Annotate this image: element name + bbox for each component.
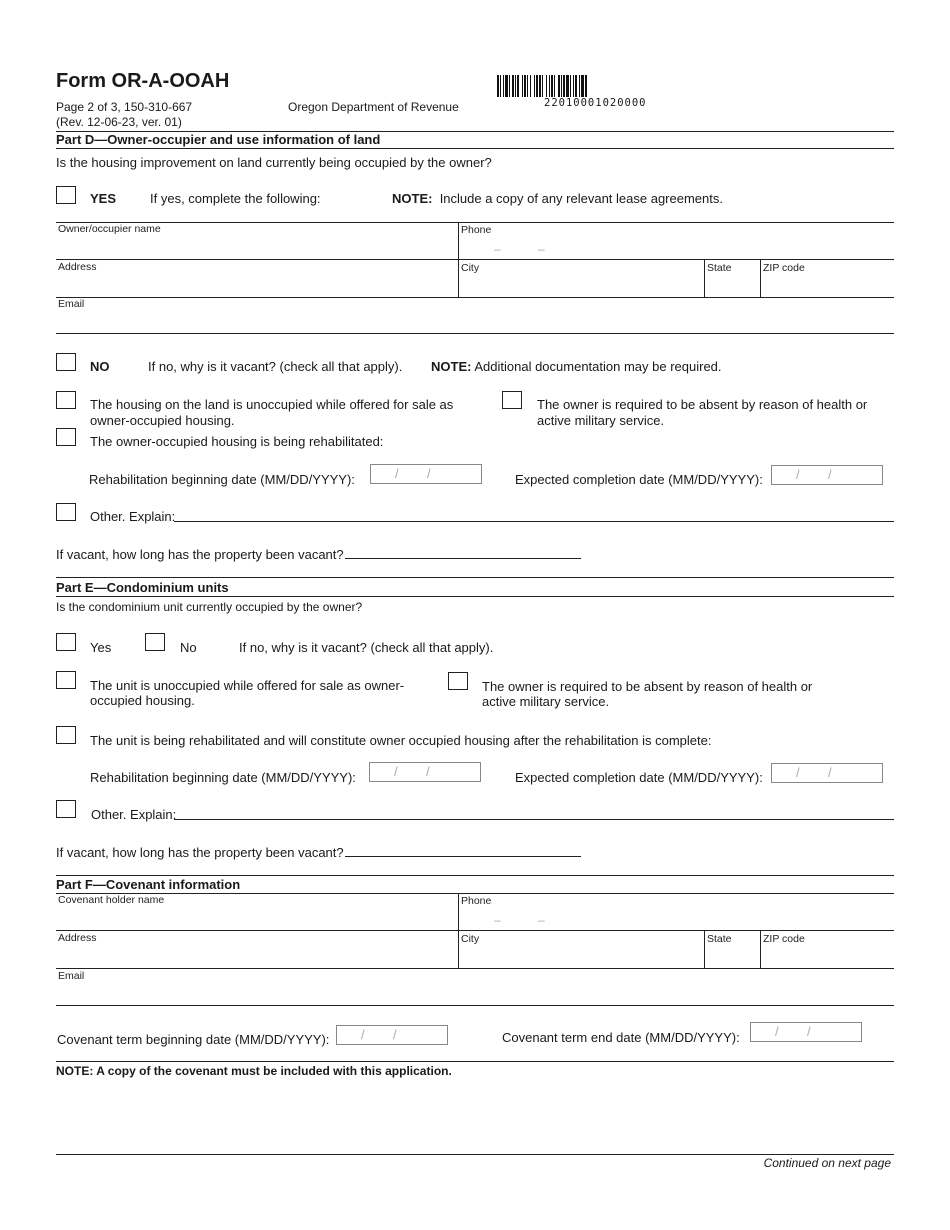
part-d-rehab-end-date[interactable] (771, 465, 883, 485)
part-e-question: Is the condominium unit currently occupied by the owner? (56, 600, 363, 614)
cov-grid-mid (56, 930, 894, 931)
part-e-heading: Part E—Condominium units (56, 580, 229, 595)
barcode-bar (512, 75, 514, 97)
barcode-bar (585, 75, 587, 97)
part-e-sale-text-2: occupied housing. (90, 693, 195, 708)
owner-grid-mid (56, 259, 894, 260)
part-f-heading: Part F—Covenant information (56, 877, 241, 892)
date-sep: / (807, 1024, 811, 1039)
owner-grid-top (56, 222, 894, 223)
owner-zip-field[interactable]: ZIP code (763, 262, 805, 274)
cov-zip-divider (760, 930, 761, 968)
covenant-note: NOTE: A copy of the covenant must be included with this application. (56, 1064, 452, 1078)
part-d-rehab-begin-label: Rehabilitation beginning date (MM/DD/YYYY): (89, 472, 355, 487)
date-sep: / (427, 466, 431, 481)
revision: (Rev. 12-06-23, ver. 01) (56, 115, 182, 129)
part-e-other-line[interactable] (174, 819, 894, 820)
cov-grid-top (56, 893, 894, 894)
part-d-sale-checkbox[interactable] (56, 391, 76, 409)
part-d-rehab-begin-date[interactable] (370, 464, 482, 484)
part-d-heading: Part D—Owner-occupier and use information of land (56, 132, 381, 147)
part-e-vacant-line[interactable] (345, 856, 581, 857)
barcode-bar (527, 75, 528, 97)
owner-zip-divider (760, 259, 761, 297)
cov-grid-divider (458, 893, 459, 968)
covenant-zip-field[interactable]: ZIP code (763, 933, 805, 945)
part-e-yes-label: Yes (90, 640, 112, 655)
part-e-rehab-checkbox[interactable] (56, 726, 76, 744)
barcode-bar (517, 75, 519, 97)
part-e-sale-text-1: The unit is unoccupied while offered for sale as owner- (90, 678, 405, 693)
covenant-name-field[interactable]: Covenant holder name (58, 894, 165, 906)
barcode-bar (522, 75, 523, 97)
date-sep: / (395, 466, 399, 481)
owner-phone-dash-1: – (494, 242, 501, 256)
owner-phone-dash-2: – (538, 242, 545, 256)
part-e-rehab-end-label: Expected completion date (MM/DD/YYYY): (515, 770, 763, 785)
part-e-yes-checkbox[interactable] (56, 633, 76, 651)
agency: Oregon Department of Revenue (288, 100, 459, 114)
part-d-absent-text-1: The owner is required to be absent by reason of health or (537, 397, 868, 412)
part-e-rehab-text: The unit is being rehabilitated and will constitute owner occupied housing after the rehabilitation is complete: (90, 733, 712, 748)
barcode-bar (566, 75, 569, 97)
covenant-term-rule (56, 1061, 894, 1062)
cov-grid-bottom (56, 968, 894, 969)
covenant-term-end-date[interactable] (750, 1022, 862, 1042)
date-sep: / (775, 1024, 779, 1039)
barcode-bar (500, 75, 501, 97)
barcode-bar (581, 75, 584, 97)
note-label: NOTE: (431, 359, 472, 374)
barcode-bar (503, 75, 504, 97)
date-sep: / (393, 1027, 397, 1042)
part-e-no-label: No (180, 640, 197, 655)
note-label: NOTE: (392, 191, 433, 206)
part-d-yes-instruction: If yes, complete the following: (150, 191, 321, 206)
part-d-yes-checkbox[interactable] (56, 186, 76, 204)
part-d-yes-note (392, 191, 723, 206)
barcode-bar (554, 75, 555, 97)
date-sep: / (796, 765, 800, 780)
owner-state-field[interactable]: State (707, 262, 732, 274)
barcode-bar (505, 75, 508, 97)
part-e-other-checkbox[interactable] (56, 800, 76, 818)
part-d-sale-text-1: The housing on the land is unoccupied while offered for sale as (90, 397, 454, 412)
barcode-bar (536, 75, 538, 97)
part-d-no-note (431, 359, 722, 374)
note-text: Additional documentation may be required. (474, 359, 722, 374)
barcode-bar (509, 75, 510, 97)
part-d-absent-text-2: active military service. (537, 413, 665, 428)
covenant-state-field[interactable]: State (707, 933, 732, 945)
form-title: Form OR-A-OOAH (56, 70, 230, 92)
barcode-bar (551, 75, 553, 97)
cov-email-rule (56, 1005, 894, 1006)
barcode-bar (570, 75, 571, 97)
part-d-no-checkbox[interactable] (56, 353, 76, 371)
owner-email-rule (56, 333, 894, 334)
barcode-bar (534, 75, 535, 97)
part-d-other-checkbox[interactable] (56, 503, 76, 521)
barcode-bar (524, 75, 526, 97)
barcode-number: 22010001020000 (544, 97, 647, 109)
barcode-bar (579, 75, 580, 97)
part-f-top-rule (56, 875, 894, 876)
owner-phone-field[interactable]: Phone (461, 224, 492, 236)
barcode-bar (558, 75, 560, 97)
owner-name-field[interactable]: Owner/occupier name (58, 223, 161, 235)
part-d-other-line[interactable] (174, 521, 894, 522)
barcode-bar (561, 75, 562, 97)
barcode-bar (575, 75, 577, 97)
covenant-email-field[interactable]: Email (58, 970, 85, 982)
part-d-heading-rule (56, 148, 894, 149)
barcode-bar (546, 75, 547, 97)
barcode-bar (497, 75, 499, 97)
part-e-rehab-begin-label: Rehabilitation beginning date (MM/DD/YYYY): (90, 770, 356, 785)
covenant-phone-dash-2: – (538, 913, 545, 927)
date-sep: / (394, 764, 398, 779)
owner-address-field[interactable]: Address (58, 261, 97, 273)
covenant-address-field[interactable]: Address (58, 932, 97, 944)
barcode-bar (515, 75, 516, 97)
part-d-question: Is the housing improvement on land currently being occupied by the owner? (56, 155, 492, 170)
barcode-bar (530, 75, 531, 97)
part-e-vacant-label: If vacant, how long has the property been vacant? (56, 845, 344, 860)
covenant-term-begin-date[interactable] (336, 1025, 448, 1045)
part-e-rehab-begin-date[interactable] (369, 762, 481, 782)
part-d-other-label: Other. Explain: (90, 509, 176, 524)
part-e-absent-text-1: The owner is required to be absent by reason of health or (482, 679, 813, 694)
cov-state-divider (704, 930, 705, 968)
date-sep: / (426, 764, 430, 779)
continued-note: Continued on next page (763, 1156, 891, 1170)
footer-rule (56, 1154, 894, 1155)
owner-grid-bottom (56, 297, 894, 298)
part-e-other-label: Other. Explain: (91, 807, 177, 822)
date-sep: / (828, 467, 832, 482)
part-e-heading-rule (56, 596, 894, 597)
covenant-phone-dash-1: – (494, 913, 501, 927)
part-e-absent-checkbox[interactable] (448, 672, 468, 690)
part-d-absent-checkbox[interactable] (502, 391, 522, 409)
date-sep: / (828, 765, 832, 780)
part-d-vacant-label: If vacant, how long has the property been vacant? (56, 547, 344, 562)
owner-email-field[interactable]: Email (58, 298, 85, 310)
part-e-absent-text-2: active military service. (482, 694, 610, 709)
barcode-bar (573, 75, 574, 97)
part-d-rehab-end-label: Expected completion date (MM/DD/YYYY): (515, 472, 763, 487)
note-text: Include a copy of any relevant lease agreements. (439, 191, 723, 206)
owner-city-field[interactable]: City (461, 262, 480, 274)
covenant-city-field[interactable]: City (461, 933, 480, 945)
owner-state-divider (704, 259, 705, 297)
barcode-bar (563, 75, 565, 97)
barcode (497, 75, 709, 97)
part-d-sale-text-2: owner-occupied housing. (90, 413, 235, 428)
covenant-term-end-label: Covenant term end date (MM/DD/YYYY): (502, 1030, 740, 1045)
part-d-yes-label: YES (90, 191, 117, 206)
covenant-term-begin-label: Covenant term beginning date (MM/DD/YYYY): (57, 1032, 330, 1047)
part-e-no-instruction: If no, why is it vacant? (check all that apply). (239, 640, 494, 655)
part-e-sale-checkbox[interactable] (56, 671, 76, 689)
part-d-no-label: NO (90, 359, 110, 374)
barcode-bar (549, 75, 550, 97)
date-sep: / (361, 1027, 365, 1042)
part-d-rehab-text: The owner-occupied housing is being rehabilitated: (90, 434, 384, 449)
barcode-bar (542, 75, 543, 97)
owner-grid-divider (458, 222, 459, 297)
page-info: Page 2 of 3, 150-310-667 (56, 100, 193, 114)
covenant-phone-field[interactable]: Phone (461, 895, 492, 907)
part-d-rehab-checkbox[interactable] (56, 428, 76, 446)
date-sep: / (796, 467, 800, 482)
part-d-vacant-line[interactable] (345, 558, 581, 559)
part-e-no-checkbox[interactable] (145, 633, 165, 651)
part-e-rehab-end-date[interactable] (771, 763, 883, 783)
part-d-no-instruction: If no, why is it vacant? (check all that apply). (148, 359, 403, 374)
part-e-top-rule (56, 577, 894, 578)
barcode-bar (539, 75, 541, 97)
